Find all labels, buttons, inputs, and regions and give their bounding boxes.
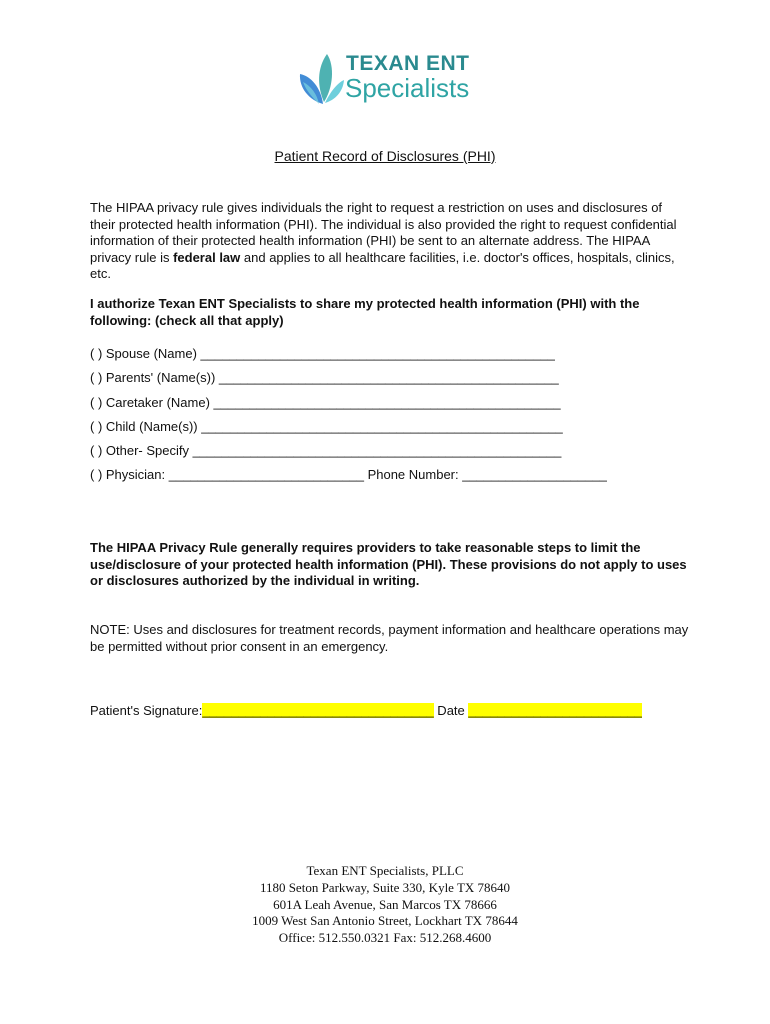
footer-phone-fax: Office: 512.550.0321 Fax: 512.268.4600 (278, 930, 492, 946)
signature-field[interactable]: ________________________________ (202, 703, 434, 718)
signature-row (90, 703, 642, 718)
intro-text-bold: federal law (173, 249, 241, 265)
option-child[interactable]: ( ) Child (Name(s)) __________________________________________________ (90, 419, 563, 434)
option-spouse[interactable]: ( ) Spouse (Name) _________________________________________________ (90, 346, 555, 361)
footer-address (0, 863, 770, 947)
option-physician[interactable]: ( ) Physician: ___________________________ Phone Number: ____________________ (90, 467, 607, 482)
document-title-text: Patient Record of Disclosures (PHI) (274, 148, 496, 164)
date-label: Date (433, 703, 469, 718)
butterfly-icon (297, 46, 345, 108)
logo-text-secondary: Specialists (345, 73, 470, 103)
signature-label: Patient's Signature: (90, 703, 203, 718)
company-logo (297, 46, 477, 110)
privacy-rule-paragraph: The HIPAA Privacy Rule generally requires providers to take reasonable steps to limit the use/disclosure of your protected health information (PHI). These provisions do not apply to uses or disclosures authorized by the individual in writing. (90, 540, 687, 589)
option-parents[interactable]: ( ) Parents' (Name(s)) _______________________________________________ (90, 370, 559, 385)
footer-address-san-marcos: 601A Leah Avenue, San Marcos TX 78666 (273, 896, 497, 912)
option-other[interactable]: ( ) Other- Specify ___________________________________________________ (90, 443, 562, 458)
note-paragraph: NOTE: Uses and disclosures for treatment records, payment information and healthcare operations may be permitted without prior consent in an emergency. (90, 622, 689, 654)
intro-paragraph (90, 200, 690, 283)
option-caretaker[interactable]: ( ) Caretaker (Name) ________________________________________________ (90, 395, 561, 410)
footer-address-lockhart: 1009 West San Antonio Street, Lockhart TX 78644 (252, 913, 518, 929)
footer-address-kyle: 1180 Seton Parkway, Suite 330, Kyle TX 78640 (259, 879, 511, 895)
logo-text-primary: TEXAN ENT (346, 52, 470, 75)
date-field[interactable]: ________________________ (468, 703, 642, 718)
footer-company: Texan ENT Specialists, PLLC (306, 863, 464, 878)
intro-text-end: and applies to all healthcare facilities, i.e. doctor's offices, hospitals, clinics, etc. (90, 249, 675, 282)
intro-text-start: The HIPAA privacy rule gives individuals the right to request a restriction on uses and disclosures of their protected health information (PHI). The individual is also provided the right to request confidential information of their protected health information (PHI) be sent to an alternate address. The HIPAA privacy rule is (90, 200, 677, 265)
document-title (0, 148, 770, 164)
authorize-statement: I authorize Texan ENT Specialists to share my protected health information (PHI) with the following: (check all that apply) (90, 296, 640, 328)
